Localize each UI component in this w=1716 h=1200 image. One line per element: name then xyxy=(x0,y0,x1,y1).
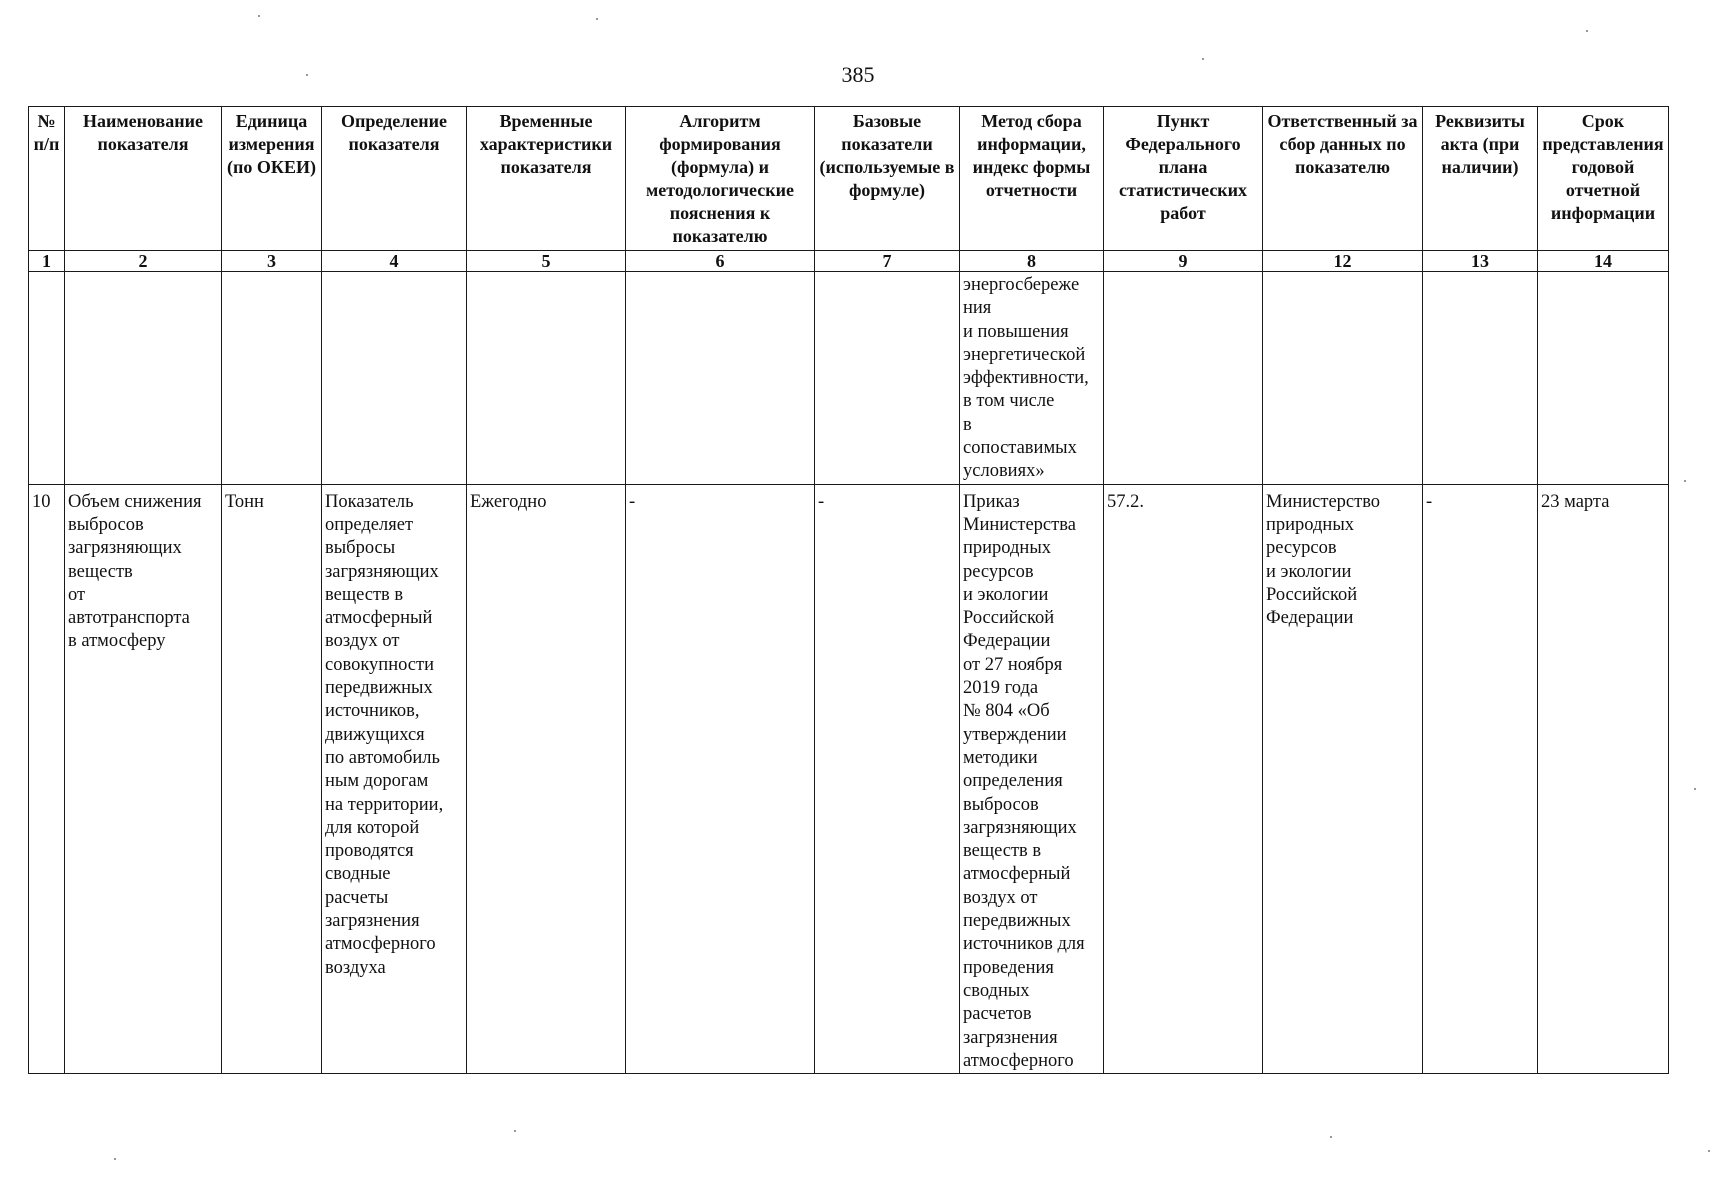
algorithm-cell: - xyxy=(626,484,815,1073)
header-cell: Единица измерения (по ОКЕИ) xyxy=(222,107,322,251)
table-row-continuation xyxy=(29,272,1669,485)
indicator-name-cell: Объем снижения выбросов загрязняющих веществ от автотранспорта в атмосферу xyxy=(65,484,222,1073)
responsible-cell: Министерство природных ресурсов и экологии Российской Федерации xyxy=(1263,484,1423,1073)
column-number: 12 xyxy=(1263,251,1423,272)
header-cell: Срок представления годовой отчетной информации xyxy=(1538,107,1669,251)
column-number: 1 xyxy=(29,251,65,272)
scan-speck xyxy=(306,74,308,76)
header-cell: Базовые показатели (используемые в формуле) xyxy=(815,107,960,251)
collection-method-cell: Приказ Министерства природных ресурсов и экологии Российской Федерации от 27 ноября 2019 года № 804 «Об утверждении методики определения выбросов загрязняющих веществ в атмосферный воздух от передвижных источников для проведения сводных расчетов загрязнения атмосферного xyxy=(960,484,1104,1073)
table-cell: энергосбереже ния и повышения энергетической эффективности, в том числе в сопоставимых условиях» xyxy=(960,272,1104,485)
table-cell xyxy=(1104,272,1263,485)
header-cell: Определение показателя xyxy=(322,107,467,251)
scan-speck xyxy=(596,18,598,20)
scan-speck xyxy=(1684,480,1686,482)
base-indicators-cell: - xyxy=(815,484,960,1073)
table-cell xyxy=(65,272,222,485)
table-cell xyxy=(322,272,467,485)
table-cell xyxy=(1423,272,1538,485)
unit-cell: Тонн xyxy=(222,484,322,1073)
scan-speck xyxy=(1202,58,1204,60)
scan-speck xyxy=(1694,788,1696,790)
column-number-row xyxy=(29,251,1669,272)
column-number: 8 xyxy=(960,251,1104,272)
header-cell: Метод сбора информации, индекс формы отчетности xyxy=(960,107,1104,251)
column-number: 9 xyxy=(1104,251,1263,272)
column-number: 4 xyxy=(322,251,467,272)
column-number: 13 xyxy=(1423,251,1538,272)
definition-cell: Показатель определяет выбросы загрязняющих веществ в атмосферный воздух от совокупности передвижных источников, движущихся по автомобиль ным дорогам на территории, для которой проводятся сводные расчеты загрязнения атмосферного воздуха xyxy=(322,484,467,1073)
header-cell: Ответственный за сбор данных по показателю xyxy=(1263,107,1423,251)
header-cell: № п/п xyxy=(29,107,65,251)
scan-speck xyxy=(1586,30,1588,32)
deadline-cell: 23 марта xyxy=(1538,484,1669,1073)
column-number: 5 xyxy=(467,251,626,272)
table-cell xyxy=(222,272,322,485)
act-details-cell: - xyxy=(1423,484,1538,1073)
column-number: 3 xyxy=(222,251,322,272)
table-header-row xyxy=(29,107,1669,251)
table-cell xyxy=(1263,272,1423,485)
row-number-cell: 10 xyxy=(29,484,65,1073)
table-cell xyxy=(29,272,65,485)
header-cell: Пункт Федерального плана статистических работ xyxy=(1104,107,1263,251)
table-cell xyxy=(467,272,626,485)
periodicity-cell: Ежегодно xyxy=(467,484,626,1073)
scan-speck xyxy=(114,1158,116,1160)
column-number: 7 xyxy=(815,251,960,272)
table-cell xyxy=(815,272,960,485)
page-number: 385 xyxy=(841,62,875,87)
scan-speck xyxy=(1708,1150,1710,1152)
column-number: 14 xyxy=(1538,251,1669,272)
table-row-10 xyxy=(29,484,1669,1073)
header-cell: Временные характеристики показателя xyxy=(467,107,626,251)
scan-speck xyxy=(514,1130,516,1132)
scan-speck xyxy=(258,15,260,17)
scan-speck xyxy=(1330,1136,1332,1138)
table-cell xyxy=(1538,272,1669,485)
header-cell: Алгоритм формирования (формула) и методологические пояснения к показателю xyxy=(626,107,815,251)
header-cell: Реквизиты акта (при наличии) xyxy=(1423,107,1538,251)
indicator-table xyxy=(28,106,1669,1074)
table-cell xyxy=(626,272,815,485)
federal-plan-item-cell: 57.2. xyxy=(1104,484,1263,1073)
header-cell: Наименование показателя xyxy=(65,107,222,251)
column-number: 2 xyxy=(65,251,222,272)
column-number: 6 xyxy=(626,251,815,272)
